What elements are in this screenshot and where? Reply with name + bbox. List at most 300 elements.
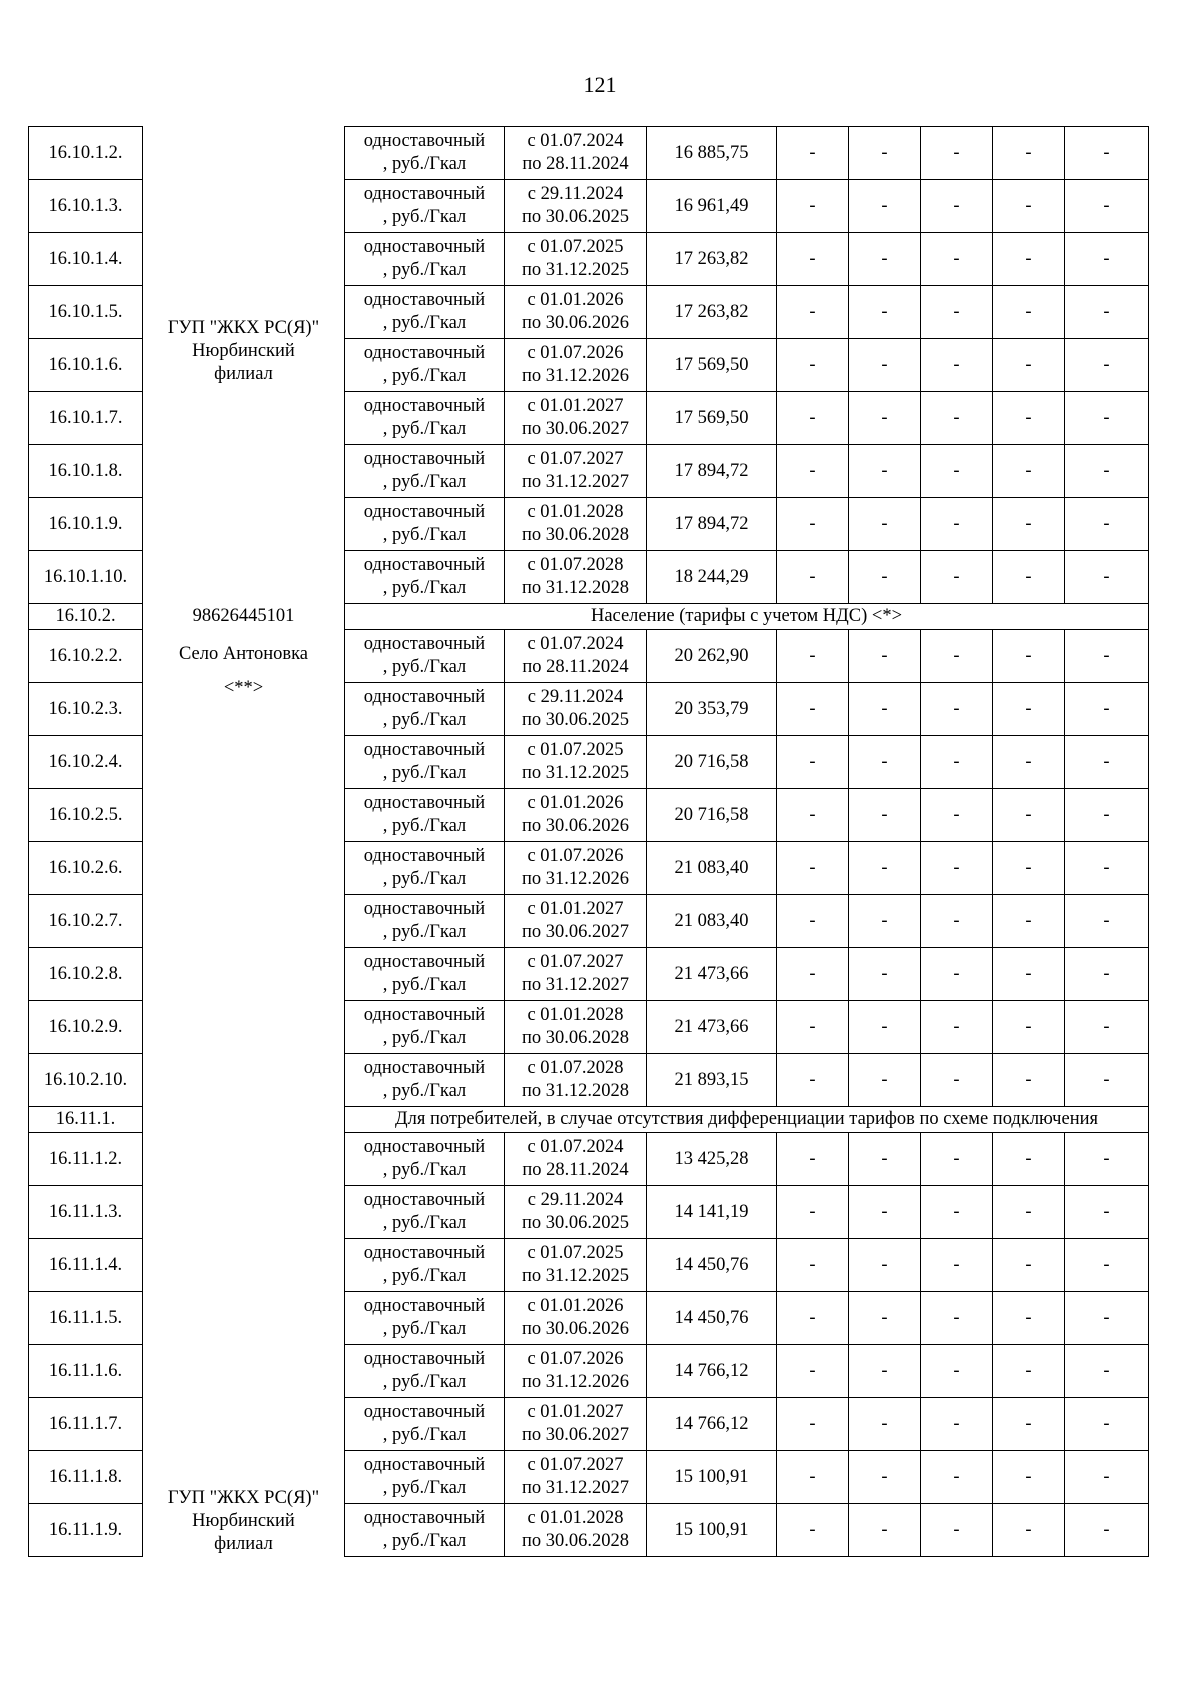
row-id: 16.10.2.2. bbox=[29, 630, 143, 683]
period-to: по 31.12.2025 bbox=[521, 763, 630, 783]
oktmo-code: 98626445101 bbox=[192, 605, 295, 626]
empty-value-cell: - bbox=[1065, 1186, 1149, 1239]
tariff-unit: , руб./Гкал bbox=[382, 525, 467, 545]
empty-value-cell: - bbox=[1065, 630, 1149, 683]
empty-value-cell: - bbox=[921, 1054, 993, 1107]
tariff-type-cell bbox=[345, 736, 505, 789]
empty-value-cell: - bbox=[921, 948, 993, 1001]
period-from: с 29.11.2024 bbox=[527, 1190, 624, 1210]
row-id: 16.11.1.8. bbox=[29, 1451, 143, 1504]
empty-value-cell: - bbox=[921, 445, 993, 498]
tariff-type: одноставочный bbox=[363, 1402, 486, 1422]
period-from: с 01.01.2026 bbox=[527, 290, 624, 310]
tariff-unit: , руб./Гкал bbox=[382, 975, 467, 995]
tariff-type: одноставочный bbox=[363, 290, 486, 310]
empty-value-cell: - bbox=[777, 339, 849, 392]
period-from: с 01.01.2028 bbox=[527, 502, 624, 522]
period-to: по 30.06.2026 bbox=[521, 313, 630, 333]
row-id: 16.11.1.2. bbox=[29, 1133, 143, 1186]
period-to: по 31.12.2025 bbox=[521, 1266, 630, 1286]
empty-value-cell: - bbox=[777, 1001, 849, 1054]
tariff-value: 17 894,72 bbox=[647, 445, 777, 498]
period-to: по 30.06.2028 bbox=[521, 1531, 630, 1551]
tariff-unit: , руб./Гкал bbox=[382, 1425, 467, 1445]
tariff-type-cell bbox=[345, 1292, 505, 1345]
period-cell bbox=[505, 392, 647, 445]
tariff-table bbox=[28, 126, 1149, 1557]
period-to: по 31.12.2028 bbox=[521, 1081, 630, 1101]
row-id: 16.11.1.3. bbox=[29, 1186, 143, 1239]
empty-value-cell: - bbox=[993, 392, 1065, 445]
period-cell bbox=[505, 683, 647, 736]
tariff-type: одноставочный bbox=[363, 687, 486, 707]
tariff-type-cell bbox=[345, 339, 505, 392]
period-to: по 31.12.2028 bbox=[521, 578, 630, 598]
empty-value-cell: - bbox=[849, 498, 921, 551]
row-id: 16.10.1.6. bbox=[29, 339, 143, 392]
tariff-unit: , руб./Гкал bbox=[382, 869, 467, 889]
empty-value-cell: - bbox=[1065, 286, 1149, 339]
period-to: по 31.12.2027 bbox=[521, 975, 630, 995]
empty-value-cell: - bbox=[849, 339, 921, 392]
row-id: 16.10.1.7. bbox=[29, 392, 143, 445]
period-from: с 01.07.2025 bbox=[527, 740, 624, 760]
empty-value-cell: - bbox=[921, 842, 993, 895]
tariff-type-cell bbox=[345, 127, 505, 180]
empty-value-cell: - bbox=[1065, 180, 1149, 233]
empty-value-cell: - bbox=[921, 392, 993, 445]
tariff-value: 14 141,19 bbox=[647, 1186, 777, 1239]
period-from: с 01.07.2026 bbox=[527, 1349, 624, 1369]
org-branch-line: Нюрбинский bbox=[192, 1510, 295, 1531]
tariff-type-cell bbox=[345, 1001, 505, 1054]
tariff-type: одноставочный bbox=[363, 555, 486, 575]
tariff-unit: , руб./Гкал bbox=[382, 207, 467, 227]
period-from: с 01.07.2025 bbox=[527, 1243, 624, 1263]
empty-value-cell: - bbox=[993, 683, 1065, 736]
tariff-type-cell bbox=[345, 551, 505, 604]
tariff-value: 14 450,76 bbox=[647, 1292, 777, 1345]
empty-value-cell: - bbox=[777, 630, 849, 683]
tariff-value: 17 569,50 bbox=[647, 392, 777, 445]
empty-value-cell: - bbox=[849, 683, 921, 736]
empty-value-cell: - bbox=[921, 1451, 993, 1504]
row-id: 16.10.1.3. bbox=[29, 180, 143, 233]
empty-value-cell: - bbox=[1065, 551, 1149, 604]
territory-cell bbox=[143, 604, 345, 1107]
empty-value-cell: - bbox=[1065, 1345, 1149, 1398]
empty-value-cell: - bbox=[921, 286, 993, 339]
empty-value-cell: - bbox=[1065, 392, 1149, 445]
tariff-type: одноставочный bbox=[363, 793, 486, 813]
empty-value-cell: - bbox=[777, 1186, 849, 1239]
empty-value-cell: - bbox=[849, 180, 921, 233]
empty-value-cell: - bbox=[1065, 498, 1149, 551]
period-to: по 31.12.2026 bbox=[521, 869, 630, 889]
empty-value-cell: - bbox=[993, 1054, 1065, 1107]
tariff-type: одноставочный bbox=[363, 1005, 486, 1025]
row-id: 16.10.2.6. bbox=[29, 842, 143, 895]
empty-value-cell: - bbox=[993, 498, 1065, 551]
tariff-unit: , руб./Гкал bbox=[382, 1028, 467, 1048]
tariff-unit: , руб./Гкал bbox=[382, 710, 467, 730]
tariff-type: одноставочный bbox=[363, 846, 486, 866]
period-cell bbox=[505, 339, 647, 392]
empty-value-cell: - bbox=[849, 1345, 921, 1398]
period-from: с 01.01.2027 bbox=[527, 1402, 624, 1422]
empty-value-cell: - bbox=[921, 1345, 993, 1398]
period-to: по 30.06.2026 bbox=[521, 1319, 630, 1339]
section-title: Население (тарифы с учетом НДС) <*> bbox=[345, 604, 1149, 630]
period-cell bbox=[505, 948, 647, 1001]
empty-value-cell: - bbox=[921, 630, 993, 683]
period-to: по 30.06.2025 bbox=[521, 1213, 630, 1233]
period-cell bbox=[505, 127, 647, 180]
empty-value-cell: - bbox=[993, 551, 1065, 604]
tariff-type: одноставочный bbox=[363, 502, 486, 522]
period-cell bbox=[505, 1133, 647, 1186]
tariff-unit: , руб./Гкал bbox=[382, 154, 467, 174]
empty-value-cell: - bbox=[777, 233, 849, 286]
period-to: по 31.12.2027 bbox=[521, 472, 630, 492]
tariff-type: одноставочный bbox=[363, 1243, 486, 1263]
tariff-type-cell bbox=[345, 392, 505, 445]
period-cell bbox=[505, 1451, 647, 1504]
period-from: с 01.07.2026 bbox=[527, 343, 624, 363]
empty-value-cell: - bbox=[993, 286, 1065, 339]
tariff-unit: , руб./Гкал bbox=[382, 1478, 467, 1498]
organization-name bbox=[147, 1487, 340, 1556]
tariff-unit: , руб./Гкал bbox=[382, 1319, 467, 1339]
empty-value-cell: - bbox=[993, 1186, 1065, 1239]
empty-value-cell: - bbox=[921, 498, 993, 551]
period-from: с 29.11.2024 bbox=[527, 687, 624, 707]
tariff-value: 15 100,91 bbox=[647, 1451, 777, 1504]
empty-value-cell: - bbox=[849, 948, 921, 1001]
period-to: по 30.06.2025 bbox=[521, 207, 630, 227]
period-cell bbox=[505, 789, 647, 842]
section-title: Для потребителей, в случае отсутствия дифференциации тарифов по схеме подключения bbox=[345, 1107, 1149, 1133]
period-from: с 01.07.2025 bbox=[527, 237, 624, 257]
empty-value-cell: - bbox=[1065, 736, 1149, 789]
tariff-type: одноставочный bbox=[363, 184, 486, 204]
tariff-type-cell bbox=[345, 1186, 505, 1239]
empty-value-cell: - bbox=[1065, 1054, 1149, 1107]
period-from: с 01.07.2024 bbox=[527, 131, 624, 151]
empty-value-cell: - bbox=[777, 789, 849, 842]
empty-value-cell: - bbox=[777, 1239, 849, 1292]
table-row bbox=[29, 127, 1149, 180]
tariff-type: одноставочный bbox=[363, 1296, 486, 1316]
period-to: по 31.12.2026 bbox=[521, 366, 630, 386]
period-cell bbox=[505, 551, 647, 604]
tariff-type-cell bbox=[345, 948, 505, 1001]
row-id: 16.10.2.8. bbox=[29, 948, 143, 1001]
row-id: 16.10.1.2. bbox=[29, 127, 143, 180]
period-to: по 31.12.2027 bbox=[521, 1478, 630, 1498]
tariff-type: одноставочный bbox=[363, 899, 486, 919]
tariff-unit: , руб./Гкал bbox=[382, 1213, 467, 1233]
empty-value-cell: - bbox=[993, 445, 1065, 498]
tariff-value: 16 885,75 bbox=[647, 127, 777, 180]
tariff-type: одноставочный bbox=[363, 237, 486, 257]
empty-value-cell: - bbox=[1065, 842, 1149, 895]
territory-name: Село Антоновка bbox=[178, 643, 309, 664]
empty-value-cell: - bbox=[993, 180, 1065, 233]
tariff-value: 20 262,90 bbox=[647, 630, 777, 683]
tariff-value: 17 263,82 bbox=[647, 233, 777, 286]
tariff-type-cell bbox=[345, 1054, 505, 1107]
organization-cell bbox=[143, 1107, 345, 1557]
tariff-value: 17 894,72 bbox=[647, 498, 777, 551]
organization-name bbox=[147, 317, 340, 386]
org-branch-line: Нюрбинский bbox=[192, 340, 295, 361]
tariff-value: 20 353,79 bbox=[647, 683, 777, 736]
period-cell bbox=[505, 180, 647, 233]
tariff-unit: , руб./Гкал bbox=[382, 1372, 467, 1392]
empty-value-cell: - bbox=[849, 789, 921, 842]
org-name-line: ГУП "ЖКХ РС(Я)" bbox=[167, 317, 320, 338]
tariff-type-cell bbox=[345, 1398, 505, 1451]
period-to: по 31.12.2026 bbox=[521, 1372, 630, 1392]
empty-value-cell: - bbox=[849, 1398, 921, 1451]
empty-value-cell: - bbox=[849, 842, 921, 895]
period-cell bbox=[505, 842, 647, 895]
tariff-unit: , руб./Гкал bbox=[382, 419, 467, 439]
period-cell bbox=[505, 736, 647, 789]
row-id: 16.10.1.5. bbox=[29, 286, 143, 339]
period-cell bbox=[505, 286, 647, 339]
empty-value-cell: - bbox=[849, 233, 921, 286]
empty-value-cell: - bbox=[993, 1345, 1065, 1398]
period-cell bbox=[505, 445, 647, 498]
empty-value-cell: - bbox=[849, 630, 921, 683]
empty-value-cell: - bbox=[921, 551, 993, 604]
tariff-type: одноставочный bbox=[363, 1190, 486, 1210]
tariff-type-cell bbox=[345, 789, 505, 842]
empty-value-cell: - bbox=[777, 1292, 849, 1345]
empty-value-cell: - bbox=[1065, 895, 1149, 948]
empty-value-cell: - bbox=[1065, 1451, 1149, 1504]
org-branch-suffix: филиал bbox=[214, 363, 273, 384]
period-cell bbox=[505, 1345, 647, 1398]
row-id: 16.11.1.5. bbox=[29, 1292, 143, 1345]
empty-value-cell: - bbox=[921, 1292, 993, 1345]
tariff-type: одноставочный bbox=[363, 1137, 486, 1157]
tariff-type-cell bbox=[345, 1239, 505, 1292]
period-from: с 01.07.2027 bbox=[527, 449, 624, 469]
tariff-type-cell bbox=[345, 180, 505, 233]
period-cell bbox=[505, 1398, 647, 1451]
tariff-unit: , руб./Гкал bbox=[382, 313, 467, 333]
empty-value-cell: - bbox=[1065, 339, 1149, 392]
tariff-value: 21 083,40 bbox=[647, 895, 777, 948]
tariff-value: 17 569,50 bbox=[647, 339, 777, 392]
period-from: с 01.07.2026 bbox=[527, 846, 624, 866]
empty-value-cell: - bbox=[777, 1398, 849, 1451]
tariff-type-cell bbox=[345, 445, 505, 498]
empty-value-cell: - bbox=[993, 233, 1065, 286]
empty-value-cell: - bbox=[993, 736, 1065, 789]
tariff-type: одноставочный bbox=[363, 449, 486, 469]
empty-value-cell: - bbox=[1065, 127, 1149, 180]
tariff-unit: , руб./Гкал bbox=[382, 1081, 467, 1101]
empty-value-cell: - bbox=[1065, 1504, 1149, 1557]
row-id: 16.10.2.9. bbox=[29, 1001, 143, 1054]
empty-value-cell: - bbox=[1065, 1398, 1149, 1451]
empty-value-cell: - bbox=[849, 551, 921, 604]
row-id: 16.10.2.5. bbox=[29, 789, 143, 842]
tariff-unit: , руб./Гкал bbox=[382, 1266, 467, 1286]
empty-value-cell: - bbox=[849, 1001, 921, 1054]
tariff-unit: , руб./Гкал bbox=[382, 578, 467, 598]
period-to: по 30.06.2027 bbox=[521, 419, 630, 439]
period-to: по 30.06.2026 bbox=[521, 816, 630, 836]
empty-value-cell: - bbox=[777, 180, 849, 233]
period-to: по 30.06.2028 bbox=[521, 525, 630, 545]
empty-value-cell: - bbox=[921, 180, 993, 233]
section-header-row bbox=[29, 604, 1149, 630]
empty-value-cell: - bbox=[777, 1504, 849, 1557]
empty-value-cell: - bbox=[849, 1054, 921, 1107]
empty-value-cell: - bbox=[777, 895, 849, 948]
period-to: по 31.12.2025 bbox=[521, 260, 630, 280]
tariff-type-cell bbox=[345, 286, 505, 339]
tariff-type-cell bbox=[345, 498, 505, 551]
tariff-value: 17 263,82 bbox=[647, 286, 777, 339]
row-id: 16.10.2.7. bbox=[29, 895, 143, 948]
tariff-unit: , руб./Гкал bbox=[382, 472, 467, 492]
tariff-type-cell bbox=[345, 1504, 505, 1557]
page-number: 121 bbox=[583, 72, 617, 97]
empty-value-cell: - bbox=[849, 127, 921, 180]
empty-value-cell: - bbox=[993, 1133, 1065, 1186]
footnote-mark: <**> bbox=[223, 677, 264, 698]
period-cell bbox=[505, 1292, 647, 1345]
tariff-value: 16 961,49 bbox=[647, 180, 777, 233]
period-to: по 28.11.2024 bbox=[522, 657, 629, 677]
period-from: с 01.07.2028 bbox=[527, 1058, 624, 1078]
empty-value-cell: - bbox=[993, 1504, 1065, 1557]
period-cell bbox=[505, 895, 647, 948]
tariff-type: одноставочный bbox=[363, 634, 486, 654]
row-id: 16.10.1.8. bbox=[29, 445, 143, 498]
section-code: 16.10.2. bbox=[29, 604, 143, 630]
tariff-type: одноставочный bbox=[363, 131, 486, 151]
period-from: с 01.07.2024 bbox=[527, 1137, 624, 1157]
empty-value-cell: - bbox=[777, 445, 849, 498]
tariff-type-cell bbox=[345, 842, 505, 895]
empty-value-cell: - bbox=[921, 683, 993, 736]
empty-value-cell: - bbox=[921, 1398, 993, 1451]
period-to: по 28.11.2024 bbox=[522, 154, 629, 174]
empty-value-cell: - bbox=[777, 498, 849, 551]
tariff-type-cell bbox=[345, 233, 505, 286]
tariff-type: одноставочный bbox=[363, 396, 486, 416]
period-from: с 01.07.2027 bbox=[527, 1455, 624, 1475]
period-cell bbox=[505, 498, 647, 551]
row-id: 16.10.2.10. bbox=[29, 1054, 143, 1107]
empty-value-cell: - bbox=[1065, 1001, 1149, 1054]
empty-value-cell: - bbox=[777, 736, 849, 789]
row-id: 16.10.2.3. bbox=[29, 683, 143, 736]
empty-value-cell: - bbox=[777, 842, 849, 895]
empty-value-cell: - bbox=[777, 392, 849, 445]
empty-value-cell: - bbox=[1065, 683, 1149, 736]
empty-value-cell: - bbox=[921, 233, 993, 286]
tariff-type-cell bbox=[345, 1451, 505, 1504]
tariff-unit: , руб./Гкал bbox=[382, 1160, 467, 1180]
row-id: 16.11.1.7. bbox=[29, 1398, 143, 1451]
period-to: по 28.11.2024 bbox=[522, 1160, 629, 1180]
empty-value-cell: - bbox=[921, 789, 993, 842]
tariff-value: 14 450,76 bbox=[647, 1239, 777, 1292]
period-from: с 01.01.2028 bbox=[527, 1005, 624, 1025]
tariff-value: 20 716,58 bbox=[647, 789, 777, 842]
empty-value-cell: - bbox=[993, 339, 1065, 392]
empty-value-cell: - bbox=[993, 1001, 1065, 1054]
tariff-type: одноставочный bbox=[363, 952, 486, 972]
row-id: 16.10.1.4. bbox=[29, 233, 143, 286]
empty-value-cell: - bbox=[777, 1133, 849, 1186]
period-from: с 01.07.2028 bbox=[527, 555, 624, 575]
empty-value-cell: - bbox=[777, 551, 849, 604]
empty-value-cell: - bbox=[777, 948, 849, 1001]
row-id: 16.10.1.10. bbox=[29, 551, 143, 604]
period-from: с 01.07.2024 bbox=[527, 634, 624, 654]
tariff-value: 20 716,58 bbox=[647, 736, 777, 789]
period-to: по 30.06.2027 bbox=[521, 922, 630, 942]
empty-value-cell: - bbox=[921, 1186, 993, 1239]
empty-value-cell: - bbox=[1065, 1133, 1149, 1186]
tariff-value: 15 100,91 bbox=[647, 1504, 777, 1557]
empty-value-cell: - bbox=[849, 1186, 921, 1239]
tariff-unit: , руб./Гкал bbox=[382, 816, 467, 836]
period-from: с 01.01.2027 bbox=[527, 396, 624, 416]
tariff-value: 21 473,66 bbox=[647, 1001, 777, 1054]
tariff-value: 21 083,40 bbox=[647, 842, 777, 895]
empty-value-cell: - bbox=[993, 630, 1065, 683]
tariff-value: 14 766,12 bbox=[647, 1398, 777, 1451]
empty-value-cell: - bbox=[921, 1133, 993, 1186]
period-to: по 30.06.2027 bbox=[521, 1425, 630, 1445]
empty-value-cell: - bbox=[993, 127, 1065, 180]
period-from: с 01.01.2027 bbox=[527, 899, 624, 919]
empty-value-cell: - bbox=[849, 1292, 921, 1345]
row-id: 16.11.1.4. bbox=[29, 1239, 143, 1292]
row-id: 16.10.1.9. bbox=[29, 498, 143, 551]
empty-value-cell: - bbox=[993, 1239, 1065, 1292]
empty-value-cell: - bbox=[1065, 445, 1149, 498]
period-cell bbox=[505, 233, 647, 286]
empty-value-cell: - bbox=[777, 1345, 849, 1398]
empty-value-cell: - bbox=[921, 127, 993, 180]
tariff-type: одноставочный bbox=[363, 1455, 486, 1475]
row-id: 16.10.2.4. bbox=[29, 736, 143, 789]
section-header-row bbox=[29, 1107, 1149, 1133]
empty-value-cell: - bbox=[921, 736, 993, 789]
period-to: по 30.06.2025 bbox=[521, 710, 630, 730]
tariff-type: одноставочный bbox=[363, 343, 486, 363]
period-cell bbox=[505, 1504, 647, 1557]
tariff-unit: , руб./Гкал bbox=[382, 260, 467, 280]
organization-cell bbox=[143, 127, 345, 604]
empty-value-cell: - bbox=[849, 1239, 921, 1292]
tariff-value: 13 425,28 bbox=[647, 1133, 777, 1186]
tariff-value: 18 244,29 bbox=[647, 551, 777, 604]
empty-value-cell: - bbox=[921, 339, 993, 392]
tariff-unit: , руб./Гкал bbox=[382, 366, 467, 386]
